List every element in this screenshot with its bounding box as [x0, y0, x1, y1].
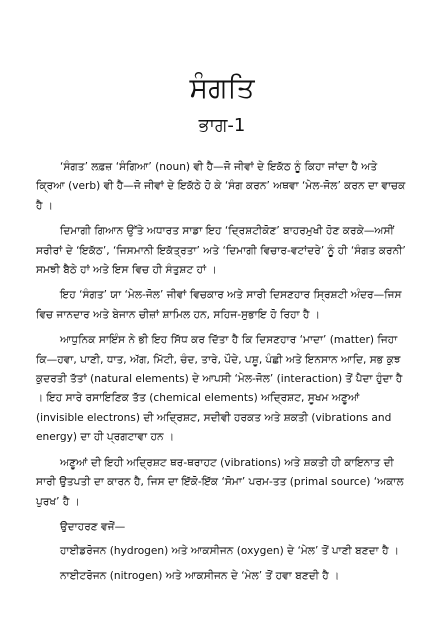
paragraph-1-text: ‘ਸੰਗਤ’ ਲਫ਼ਜ਼ ‘ਸੰਗਿਆ’ (noun) ਵੀ ਹੈ—ਜੋ ਜੀਵਾਂ ਦੇ ਇਕੱਠ ਨੂੰ ਕਿਹਾ ਜਾਂਦਾ ਹੈ ਅਤੇ ਕ੍ਰਿਆ (verb) ਵੀ ਹੈ—ਜੋ ਜੀਵਾਂ ਦੇ ਇਕੱਠੇ ਹੋ ਕੇ ‘ਸੰਗ ਕਰਨ’ ਅਥਵਾ ‘ਮੇਲ-ਜੋਲ’ ਕਰਨ ਦਾ ਵਾਚਕ ਹੈ ।: [36, 161, 406, 212]
paragraph-5: [36, 454, 408, 512]
paragraph-6-text: ਉਦਾਹਰਣ ਵਜੋਂ—: [60, 520, 126, 533]
paragraph-4: [36, 331, 408, 447]
paragraph-3-text: ਇਹ ‘ਸੰਗਤ’ ਯਾ ‘ਮੇਲ-ਜੋਲ’ ਜੀਵਾਂ ਵਿਚਕਾਰ ਅਤੇ ਸਾਰੀ ਦਿਸਣਹਾਰ ਸ੍ਰਿਸ਼ਟੀ ਅੰਦਰ—ਜਿਸ ਵਿਚ ਜਾਨਦਾਰ ਅਤੇ ਬੇਜਾਨ ਚੀਜ਼ਾਂ ਸ਼ਾਮਿਲ ਹਨ, ਸਹਿਜ-ਸੁਭਾਇ ਹੋ ਰਿਹਾ ਹੈ ।: [36, 289, 402, 321]
page-title: ਸੰਗਤਿ: [189, 71, 255, 104]
paragraph-1: [36, 158, 408, 216]
document-page: [36, 70, 408, 591]
paragraph-5-text: ਅਣੂਆਂ ਦੀ ਇਹੀ ਅਦ੍ਰਿਸ਼ਟ ਥਰ-ਥਰਾਹਟ (vibrations) ਅਤੇ ਸ਼ਕਤੀ ਹੀ ਕਾਇਨਾਤ ਦੀ ਸਾਰੀ ਉਤਪਤੀ ਦਾ ਕਾਰਨ ਹੈ, ਜਿਸ ਦਾ ਇੱਕੋ-ਇੱਕ ‘ਸੋਮਾ’ ਪਰਮ-ਤਤ (primal source) ‘ਅਕਾਲ ਪੁਰਖ’ ਹੈ ।: [36, 456, 404, 508]
paragraph-7-text: ਹਾਈਡਰੋਜਨ (hydrogen) ਅਤੇ ਆਕਸੀਜਨ (oxygen) ਦੇ ‘ਮੇਲ’ ਤੋਂ ਪਾਣੀ ਬਣਦਾ ਹੈ ।: [60, 545, 400, 558]
paragraph-2: [36, 222, 408, 280]
paragraph-7: [36, 542, 408, 561]
paragraph-4-text: ਆਧੁਨਿਕ ਸਾਇੰਸ ਨੇ ਭੀ ਇਹ ਸਿੱਧ ਕਰ ਦਿੱਤਾ ਹੈ ਕਿ ਦਿਸਣਹਾਰ ‘ਮਾਦਾ’ (matter) ਜਿਹਾ ਕਿ—ਹਵਾ, ਪਾਣੀ, ਧਾਤ, ਅੱਗ, ਮਿੱਟੀ, ਚੰਦ, ਤਾਰੇ, ਪੌਦੇ, ਪਸ਼ੂ, ਪੰਛੀ ਅਤੇ ਇਨਸਾਨ ਆਦਿ, ਸਭ ਕੁਝ ਕੁਦਰਤੀ ਤੱਤਾਂ (natural elements) ਦੇ ਆਪਸੀ ‘ਮੇਲ-ਜੋਲ’ (interaction) ਤੋਂ ਪੈਦਾ ਹੁੰਦਾ ਹੈ । ਇਹ ਸਾਰੇ ਰਸਾਇਣਿਕ ਤੱਤ (chemical elements) ਅਦ੍ਰਿਸ਼ਟ, ਸੂਖਮ ਅਣੂਆਂ (invisible electrons) ਦੀ ਅਦ੍ਰਿਸ਼ਟ, ਸਦੀਵੀ ਹਰਕਤ ਅਤੇ ਸ਼ਕਤੀ (vibrations and energy) ਦਾ ਹੀ ਪ੍ਰਗਟਾਵਾ ਹਨ ।: [36, 334, 403, 444]
paragraph-8: [36, 567, 408, 586]
page-subtitle: ਭਾਗ-1: [198, 115, 246, 136]
paragraph-6: [36, 518, 408, 537]
paragraph-8-text: ਨਾਈਟਰੋਜਨ (nitrogen) ਅਤੇ ਆਕਸੀਜਨ ਦੇ ‘ਮੇਲ’ ਤੋਂ ਹਵਾ ਬਣਦੀ ਹੈ ।: [60, 569, 340, 582]
paragraph-3: [36, 286, 408, 325]
paragraph-2-text: ਦਿਮਾਗੀ ਗਿਆਨ ਉੱਤੇ ਅਧਾਰਤ ਸਾਡਾ ਇਹ ‘ਦ੍ਰਿਸ਼ਟੀਕੋਣ’ ਬਾਹਰਮੁਖੀ ਹੋਣ ਕਰਕੇ—ਅਸੀਂ ਸਰੀਰਾਂ ਦੇ ‘ਇਕੱਠ’, ‘ਜਿਸਮਾਨੀ ਇਕੱਤ੍ਰਤਾ’ ਅਤੇ ‘ਦਿਮਾਗੀ ਵਿਚਾਰ-ਵਟਾਂਦਰੇ’ ਨੂੰ ਹੀ ‘ਸੰਗਤ ਕਰਨੀ’ ਸਮਝੀ ਬੈਠੇ ਹਾਂ ਅਤੇ ਇਸ ਵਿਚ ਹੀ ਸੰਤੁਸ਼ਟ ਹਾਂ ।: [36, 225, 406, 277]
